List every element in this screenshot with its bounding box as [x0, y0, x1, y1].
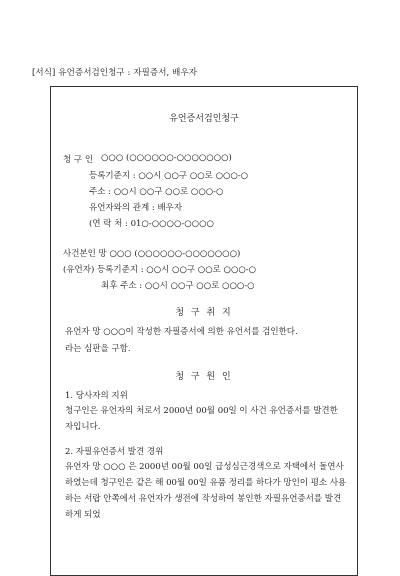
- document-title: 유언증서검인청구: [169, 114, 239, 124]
- claimant-address: 주소 : ○○시 ○○구 ○○로 ○○○-○: [89, 187, 224, 197]
- purpose-line-1: 유언자 망 ○○○이 작성한 자필증서에 의한 유언서를 검인한다.: [65, 327, 298, 337]
- claimant-registered-address: 등록기준지 : ○○시 ○○구 ○○로 ○○○-○: [89, 171, 249, 181]
- section-2-body: 유언자 망 ○○○ 은 2000년 00월 00일 급성심근경색으로 자택에서 돌연사하였는데 청구인은 같은 해 00월 00일 유품 정리를 하다가 망인이 평소 사용하는 서랍 안쪽에서 유언자가 생전에 작성하여 봉인한 자필유언증서를 발견하게 되었: [65, 462, 347, 520]
- deceased-label: 사건본인 망 ○○○ (○○○○○○-○○○○○○○): [63, 249, 241, 259]
- section-1-body: 청구인은 유언자의 처로서 2000년 00월 00일 이 사건 유언증서를 발견한 자입니다.: [65, 406, 338, 432]
- claimant-phone: (연 락 처 : 01○-○○○○-○○○○: [89, 219, 214, 229]
- document-frame: [50, 86, 358, 576]
- cause-heading: 청 구 원 인: [175, 372, 233, 382]
- purpose-heading: 청 구 취 지: [175, 308, 233, 318]
- section-2-title: 2. 자필유언증서 발견 경위: [65, 447, 164, 457]
- deceased-last-address: 최후 주소 : ○○시 ○○구 ○○로 ○○○-○: [101, 281, 255, 291]
- claimant-label: 청 구 인: [63, 155, 94, 165]
- form-caption: [서식] 유언증서검인청구 : 자필증서, 배우자: [32, 68, 198, 78]
- claimant-relation: 유언자와의 관계 : 배우자: [89, 203, 183, 213]
- deceased-registered-address: (유언자) 등록기준지 : ○○시 ○○구 ○○로 ○○○-○: [63, 265, 257, 275]
- purpose-line-2: 라는 심판을 구함.: [65, 344, 131, 354]
- section-1-title: 1. 당사자의 지위: [65, 391, 128, 401]
- claimant-name: ○○○ (○○○○○○-○○○○○○○): [101, 153, 232, 163]
